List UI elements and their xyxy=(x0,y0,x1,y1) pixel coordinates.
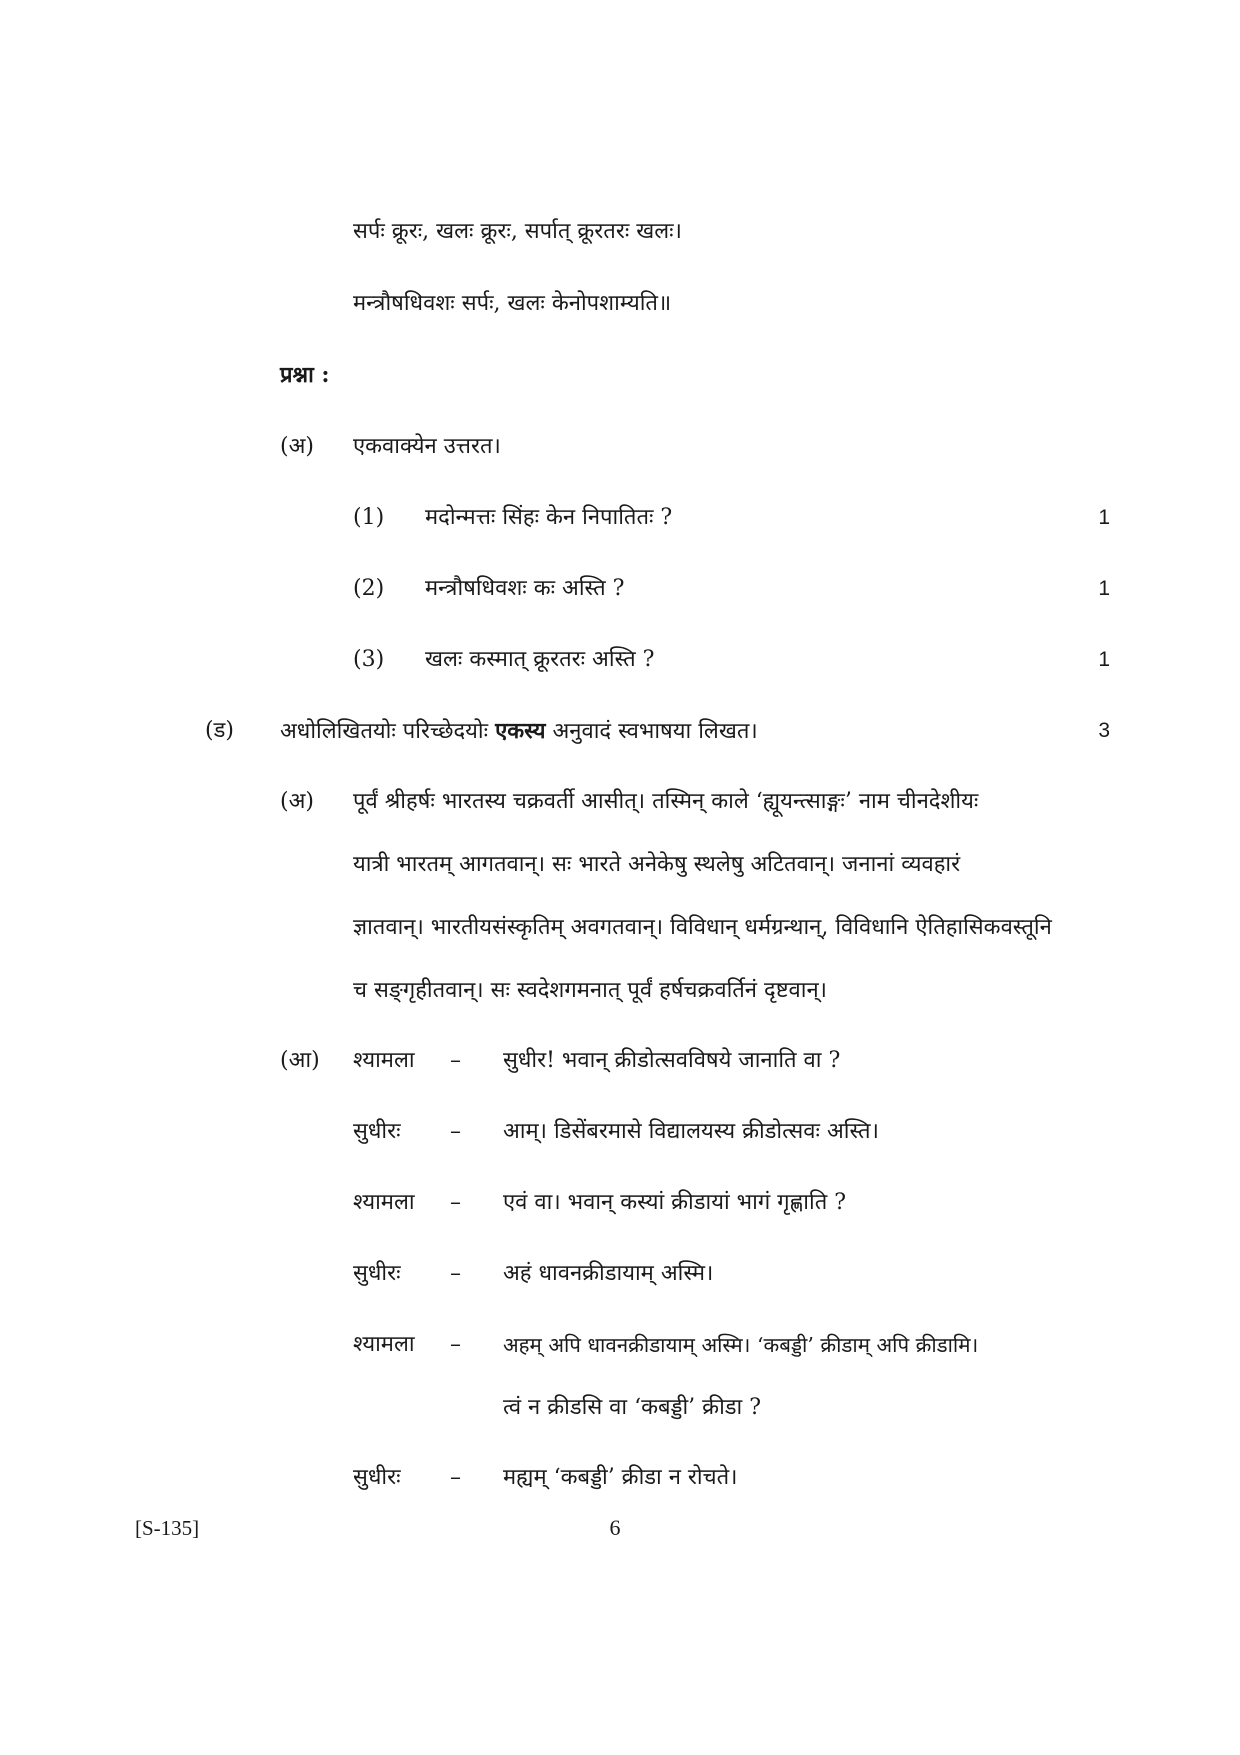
passage-a-line-3: ज्ञातवान्। भारतीयसंस्कृतिम् अवगतवान्। विविधान् धर्मग्रन्थान्, विविधानि ऐतिहासिकवस्तूनि xyxy=(353,915,1052,940)
section-d-instruction-pre: अधोलिखितयोः परिच्छेदयोः xyxy=(280,719,489,744)
dialogue-speaker-5: श्यामला xyxy=(353,1332,415,1357)
dialogue-text-2: आम्। डिसेंबरमासे विद्यालयस्य क्रीडोत्सवः अस्ति। xyxy=(503,1119,879,1144)
question-2-marks: 1 xyxy=(1098,577,1110,600)
question-3-marks: 1 xyxy=(1098,648,1110,671)
dialogue-text-4: अहं धावनक्रीडायाम् अस्मि। xyxy=(503,1261,714,1286)
question-1-marks: 1 xyxy=(1098,506,1110,529)
dialogue-text-1: सुधीर! भवान् क्रीडोत्सवविषये जानाति वा ? xyxy=(503,1048,841,1073)
dialogue-dash-2: – xyxy=(450,1119,461,1144)
dialogue-speaker-1: श्यामला xyxy=(353,1048,415,1073)
passage-aa-label: (आ) xyxy=(280,1048,320,1073)
dialogue-dash-3: – xyxy=(450,1190,461,1215)
question-3-text: खलः कस्मात् क्रूरतरः अस्ति ? xyxy=(425,647,655,672)
exam-code: [S-135] xyxy=(135,1516,200,1540)
dialogue-dash-6: – xyxy=(450,1465,461,1490)
dialogue-text-6: मह्यम् ‘कबड्डी’ क्रीडा न रोचते। xyxy=(503,1465,738,1490)
question-3-number: (3) xyxy=(353,647,385,672)
dialogue-speaker-6: सुधीरः xyxy=(353,1465,401,1490)
page-number: 6 xyxy=(609,1515,621,1540)
section-d-instruction xyxy=(280,716,758,747)
section-d-instruction-bold: एकस्य xyxy=(495,718,546,744)
question-2-number: (2) xyxy=(353,576,385,601)
sub-question-a-instruction: एकवाक्येन उत्तरत। xyxy=(353,434,501,459)
question-1-text: मदोन्मत्तः सिंहः केन निपातितः ? xyxy=(425,505,673,530)
sub-question-a-label: (अ) xyxy=(280,434,314,459)
question-2-text: मन्त्रौषधिवशः कः अस्ति ? xyxy=(425,576,625,601)
dialogue-dash-5: – xyxy=(450,1332,461,1357)
question-1-number: (1) xyxy=(353,505,385,530)
dialogue-dash-4: – xyxy=(450,1261,461,1286)
passage-a-line-4: च सङ्गृहीतवान्। सः स्वदेशगमनात् पूर्वं हर्षचक्रवर्तिनं दृष्टवान्। xyxy=(353,978,828,1003)
dialogue-text-5: अहम् अपि धावनक्रीडायाम् अस्मि। ‘कबड्डी’ क्रीडाम् अपि क्रीडामि। xyxy=(503,1333,979,1357)
dialogue-speaker-2: सुधीरः xyxy=(353,1119,401,1144)
passage-a-line-1: पूर्वं श्रीहर्षः भारतस्य चक्रवर्ती आसीत्। तस्मिन् काले ‘ह्यूयन्त्साङ्गः’ नाम चीनदेशीयः xyxy=(353,789,979,814)
dialogue-speaker-4: सुधीरः xyxy=(353,1261,401,1286)
verse-line-1: सर्पः क्रूरः, खलः क्रूरः, सर्पात् क्रूरतरः खलः। xyxy=(353,219,682,244)
verse-line-2: मन्त्रौषधिवशः सर्पः, खलः केनोपशाम्यति॥ xyxy=(353,291,672,316)
dialogue-text-5-continuation: त्वं न क्रीडसि वा ‘कबड्डी’ क्रीडा ? xyxy=(503,1395,762,1420)
section-d-label: (ड) xyxy=(205,718,234,743)
section-d-marks: 3 xyxy=(1098,719,1110,742)
section-d-instruction-post: अनुवादं स्वभाषया लिखत। xyxy=(552,719,758,744)
passage-a-label: (अ) xyxy=(280,789,314,814)
dialogue-dash-1: – xyxy=(450,1048,461,1073)
questions-heading: प्रश्ना : xyxy=(280,362,330,388)
dialogue-text-3: एवं वा। भवान् कस्यां क्रीडायां भागं गृह्णाति ? xyxy=(503,1190,847,1215)
passage-a-line-2: यात्री भारतम् आगतवान्। सः भारते अनेकेषु स्थलेषु अटितवान्। जनानां व्यवहारं xyxy=(353,852,961,877)
dialogue-speaker-3: श्यामला xyxy=(353,1190,415,1215)
